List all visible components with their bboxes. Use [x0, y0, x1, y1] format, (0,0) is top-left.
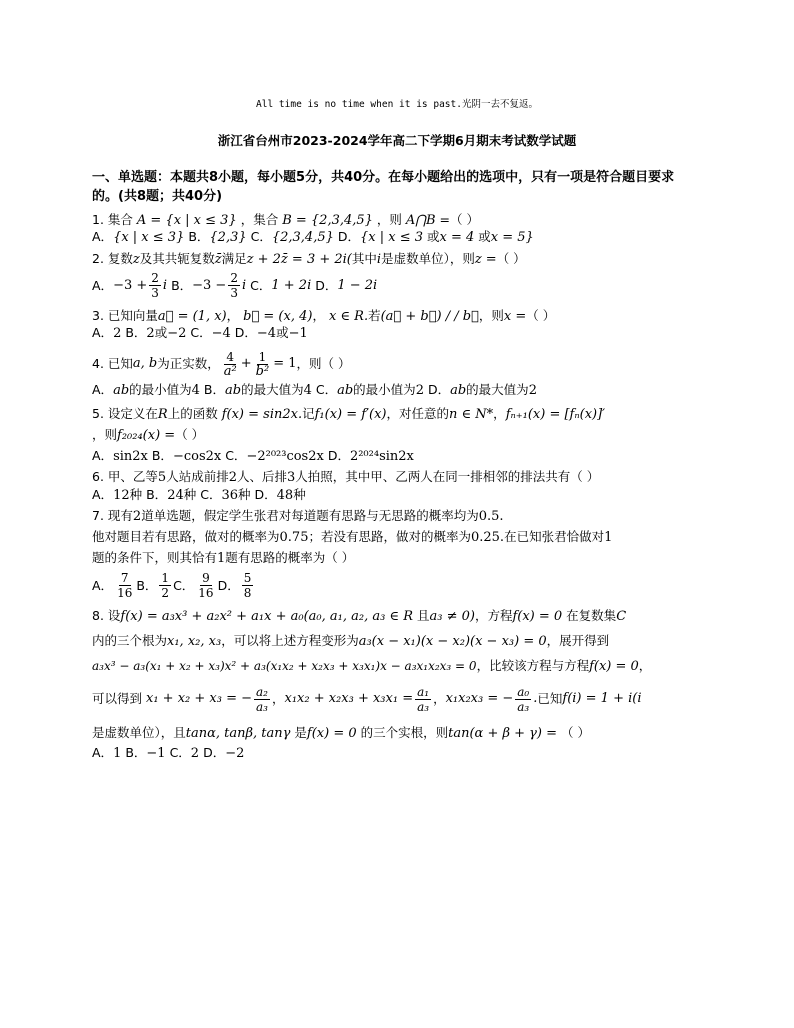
question-5-stem-cont: [92, 427, 712, 444]
math: i: [162, 277, 168, 293]
question-4-stem: [92, 346, 712, 382]
text: 2. 复数: [92, 250, 133, 266]
math: +: [240, 356, 252, 372]
math: 3: [287, 470, 296, 486]
text: 3. 已知向量: [92, 307, 158, 323]
option-c: 的最小值为: [353, 382, 416, 398]
option-a: 的最小值为: [129, 382, 192, 398]
math: 1: [604, 530, 613, 545]
text: 且: [416, 607, 430, 623]
option-c: {2,3,4,5}: [271, 230, 334, 246]
option-b: 的最大值为: [241, 382, 304, 398]
text: =（ ）: [439, 212, 479, 227]
option-label: D．: [234, 325, 257, 340]
math: 2: [528, 383, 537, 399]
math: 2: [132, 508, 142, 524]
option-b: 24: [167, 487, 184, 503]
text: 种: [238, 486, 251, 502]
text: 4. 已知: [92, 356, 133, 372]
question-7: [92, 508, 712, 604]
option-d: 的最大值为: [466, 382, 529, 398]
text: 若: [368, 307, 381, 323]
option-b: {2,3}: [209, 230, 247, 246]
question-7-line1: [92, 508, 712, 525]
text: ，: [493, 405, 506, 421]
text: ，: [312, 307, 325, 323]
option-label: B．: [125, 325, 147, 340]
option-label: A．: [92, 577, 114, 593]
option-label: D．: [327, 448, 350, 463]
option-label: D．: [337, 229, 360, 245]
text: ，可以将上述方程变形为: [221, 632, 359, 648]
text: ，比较该方程与方程: [476, 658, 590, 673]
denominator: a₃: [256, 699, 268, 714]
question-3-stem: [92, 308, 712, 325]
option-label: C．: [250, 277, 272, 293]
text: ，则（ ）: [296, 356, 351, 372]
option-d: {x | x ≤ 3: [360, 230, 424, 246]
text: ，: [226, 307, 240, 323]
math: ab: [450, 383, 467, 399]
math: (a⃗ + b⃗) / / b⃗: [380, 308, 479, 324]
text: ，对任意的: [386, 405, 450, 421]
option-c: 2: [190, 745, 200, 761]
option-label: A．: [92, 325, 114, 340]
text: 是: [294, 725, 307, 741]
option-label: C．: [200, 486, 222, 502]
fraction: [222, 350, 239, 379]
option-label: B．: [146, 486, 168, 502]
math: −3 −: [192, 277, 227, 293]
question-8-line5: [92, 725, 712, 742]
math: 4: [303, 383, 312, 399]
text: 是虚数单位），且: [92, 725, 186, 741]
option-c: [196, 571, 215, 600]
question-3-options: [92, 325, 712, 342]
text: ，则: [478, 307, 504, 323]
option-label: A．: [92, 448, 114, 463]
option-a: {x | x ≤ 3}: [113, 230, 185, 246]
text: 其中: [351, 250, 377, 266]
option-label: B．: [203, 382, 225, 398]
math: C: [616, 608, 627, 624]
text: ，: [433, 691, 446, 707]
text: 在已知张君恰做对: [504, 529, 605, 544]
question-6: [92, 469, 712, 504]
text: 可以得到: [92, 691, 143, 707]
numerator: 4: [226, 349, 235, 364]
option-label: A．: [92, 744, 114, 760]
option-label: D．: [203, 744, 226, 760]
question-7-line3: [92, 550, 712, 567]
math: x₁, x₂, x₃: [167, 633, 222, 649]
math: x = 5}: [490, 230, 534, 246]
math: f(x) = 0: [306, 726, 357, 742]
text: 上的函数: [167, 405, 218, 421]
math: a₃(x − x₁)(x − x₂)(x − x₃) = 0: [358, 633, 547, 649]
math: B = {2,3,4,5}: [282, 213, 373, 228]
question-2-options: [92, 268, 712, 304]
math: 5: [157, 470, 167, 486]
math: x =: [503, 308, 527, 324]
math: ab: [337, 383, 354, 399]
text: 人站成前排: [166, 469, 229, 485]
option-c: −4: [211, 326, 231, 341]
option-a: 12: [113, 487, 130, 503]
text: 1. 集合: [92, 212, 133, 227]
option-d: −2: [225, 745, 245, 761]
text: ，集合: [240, 212, 279, 227]
text: 已知: [537, 691, 563, 707]
denominator: a₃: [417, 699, 430, 714]
text: 6. 甲、乙等: [92, 469, 158, 485]
option-label: A．: [92, 486, 114, 502]
text: 满足: [221, 250, 247, 266]
math: ab: [113, 383, 130, 399]
option-label: B．: [151, 448, 173, 463]
option-label: B．: [171, 277, 193, 293]
question-7-options: [92, 568, 712, 604]
text: ，则: [92, 426, 118, 442]
question-2-stem: [92, 251, 712, 268]
math: z̄: [214, 251, 222, 267]
option-c: 1 + 2i: [271, 277, 312, 293]
text: 及其共轭复数: [139, 250, 215, 266]
math: f(x) = 0: [589, 659, 639, 674]
question-1-options: [92, 229, 712, 246]
question-5-stem: [92, 406, 712, 423]
question-8-options: [92, 745, 712, 762]
math: .: [533, 691, 538, 707]
math: z: [132, 251, 140, 267]
text: （ ）: [496, 250, 526, 266]
math: i: [241, 277, 247, 293]
math: f₂₀₂₄(x) =: [117, 427, 176, 443]
math: x ∈ R.: [328, 308, 369, 324]
denominator: 16: [117, 586, 133, 600]
option-label: C．: [169, 744, 191, 760]
math: 0.5.: [478, 508, 504, 524]
denominator: b²: [255, 363, 270, 379]
text: 人拍照，其中甲、乙两人在同一排相邻的排法共有（ ）: [295, 469, 600, 485]
option-label: B．: [188, 229, 210, 245]
numerator: a₀: [517, 684, 530, 699]
text: ，: [271, 691, 285, 707]
option-d: 2²⁰²⁴sin2x: [349, 449, 414, 464]
denominator: 16: [198, 586, 214, 600]
math: 4: [191, 383, 200, 399]
math: f(i) = 1 + i(i: [562, 691, 642, 707]
option-a: 1: [113, 745, 122, 761]
option-label: A．: [92, 229, 114, 245]
text: ，则: [376, 212, 402, 227]
numerator: 7: [120, 571, 129, 585]
fraction: [254, 350, 272, 379]
option-a: [115, 571, 134, 600]
text: 种: [129, 486, 143, 502]
question-1: [92, 212, 712, 247]
math: −3 +: [113, 277, 148, 293]
fraction: [149, 271, 161, 300]
numerator: a₂: [256, 684, 268, 699]
denominator: 8: [243, 586, 252, 600]
math: tan(α + β + γ) =: [448, 726, 558, 742]
math: x₁x₂ + x₂x₃ + x₃x₁ =: [284, 691, 414, 707]
text: 他对题目若有思路，做对的概率为: [92, 529, 280, 544]
question-6-stem: [92, 469, 712, 486]
question-2: [92, 251, 712, 304]
math: −1: [288, 326, 308, 341]
math: −2: [167, 326, 187, 341]
denominator: 3: [230, 286, 238, 301]
text: 或: [427, 229, 440, 245]
option-label: C．: [173, 577, 195, 593]
question-1-stem: [92, 212, 712, 229]
option-label: A．: [92, 277, 114, 293]
math: f(x) = a₃x³ + a₂x² + a₁x + a₀(a₀, a₁, a₂, a₃ ∈ R: [120, 608, 413, 624]
option-label: D．: [254, 486, 277, 502]
option-label: B．: [125, 744, 147, 760]
math: 1: [217, 551, 226, 567]
math: 2: [415, 383, 424, 399]
option-label: A．: [92, 382, 114, 398]
math: x₁ + x₂ + x₃ = −: [146, 691, 252, 707]
math: i: [376, 251, 382, 267]
math: 0.75: [279, 530, 309, 545]
denominator: 3: [151, 286, 159, 301]
question-4: [92, 346, 712, 399]
option-c: −2²⁰²³cos2x: [246, 449, 324, 464]
math: z + 2z̄ = 3 + 2i(: [246, 251, 352, 267]
math: 0.25.: [470, 530, 505, 545]
math: z =: [474, 251, 497, 267]
math: a₃ ≠ 0): [429, 608, 475, 624]
option-b: −1: [146, 745, 166, 761]
math: a, b: [132, 356, 158, 372]
text: 道单选题，假定学生张君对每道题有思路与无思路的概率均为: [141, 507, 479, 523]
denominator: a₃: [517, 699, 530, 714]
option-c: 36: [221, 487, 239, 503]
math: x = 4: [439, 230, 475, 246]
text: 8. 设: [92, 607, 121, 623]
math: tanα, tanβ, tanγ: [185, 726, 291, 742]
text: （ ）: [175, 426, 205, 442]
text: 题有思路的概率为（ ）: [225, 550, 355, 566]
text: 是虚数单位），则: [381, 250, 475, 266]
text: 的三个实根，则: [360, 725, 449, 741]
text: 5. 设定义在: [92, 405, 158, 421]
math: a₃x³ − a₃(x₁ + x₂ + x₃)x² + a₃(x₁x₂ + x₂x₃ + x₃x₁)x − a₃x₁x₂x₃ = 0: [92, 659, 477, 673]
option-label: C．: [190, 325, 212, 340]
text: ，方程: [474, 607, 513, 623]
text: 7. 现有: [92, 507, 133, 523]
question-5-options: [92, 448, 712, 465]
text: 种: [293, 486, 306, 502]
numerator: a₁: [417, 684, 430, 699]
option-label: C．: [225, 448, 247, 463]
question-8-line4: [92, 681, 712, 717]
option-a: 2: [113, 326, 122, 341]
text: 或: [478, 229, 491, 245]
text: 记: [302, 405, 315, 421]
question-6-options: [92, 487, 712, 504]
page-title: 浙江省台州市2023-2024学年高二下学期6月期末考试数学试题: [217, 133, 577, 148]
math: b⃗ = (x, 4): [243, 308, 313, 324]
math: 2: [228, 470, 237, 486]
numerator: 2: [151, 271, 159, 286]
section-heading: [92, 168, 712, 206]
text: 为正实数，: [157, 356, 220, 372]
math: = 1: [273, 356, 297, 372]
math: A⋂B: [405, 213, 436, 228]
option-label: D．: [217, 577, 240, 593]
math: fₙ₊₁(x) = [fₙ(x)]′: [505, 406, 606, 422]
math: n ∈ N*: [449, 406, 494, 422]
option-b: −cos2x: [172, 449, 222, 464]
text: 内的三个根为: [92, 632, 168, 648]
option-d: −4: [256, 326, 277, 341]
question-8-line2: [92, 633, 712, 650]
option-a: sin2x: [113, 449, 148, 464]
text: 题的条件下，则其恰有: [92, 550, 218, 566]
denominator: a²: [223, 363, 237, 379]
math: x₁x₂x₃ = −: [445, 691, 514, 707]
fraction: [515, 685, 531, 714]
option-label: D．: [427, 382, 451, 398]
fraction: [228, 271, 240, 300]
numerator: 5: [243, 571, 252, 585]
text: （ ）: [526, 307, 556, 323]
text: ；若没有思路，做对的概率为: [308, 529, 471, 544]
question-5: [92, 406, 712, 466]
option-d: 1 − 2i: [337, 277, 378, 293]
option-d: [242, 571, 254, 600]
question-4-options: [92, 382, 712, 399]
option-label: D．: [315, 277, 338, 293]
text: 种: [183, 486, 197, 502]
math: A = {x | x ≤ 3}: [136, 213, 237, 228]
text: 或: [154, 325, 168, 340]
denominator: 2: [161, 586, 170, 600]
option-label: C．: [315, 382, 338, 398]
option-b: 2: [146, 326, 155, 341]
question-3: [92, 308, 712, 343]
option-label: B．: [136, 577, 158, 593]
numerator: 1: [258, 349, 267, 364]
section-heading-line2: 的。(共8题；共40分): [92, 189, 223, 204]
option-b: [159, 571, 171, 600]
text: ，展开得到: [546, 632, 610, 648]
option-label: C．: [250, 229, 272, 245]
question-list: [92, 168, 712, 762]
fraction: [415, 685, 431, 714]
option-d: 48: [276, 487, 294, 503]
numerator: 2: [230, 271, 238, 286]
text: ，: [638, 658, 652, 673]
section-heading-line1: 一、单选题：本题共8小题，每小题5分，共40分。在每小题给出的选项中，只有一项是符合题目要求: [92, 170, 675, 185]
math: R: [157, 406, 168, 422]
text: 在复数集: [566, 607, 617, 623]
numerator: 9: [202, 571, 210, 585]
header-motto: All time is no time when it is past.光阴一去不复返。: [256, 99, 538, 110]
math: f(x) = 0: [512, 608, 563, 624]
question-8-line3: [92, 658, 712, 675]
question-8: [92, 608, 712, 762]
text: 或: [276, 325, 289, 340]
math: f₁(x) = f′(x): [314, 406, 387, 422]
text: 人、后排: [236, 469, 287, 485]
math: a⃗ = (1, x): [157, 308, 227, 324]
math: f(x) = sin2x.: [221, 406, 303, 422]
numerator: 1: [161, 571, 170, 585]
text: （ ）: [561, 725, 590, 741]
math: ab: [225, 383, 242, 399]
question-8-line1: [92, 608, 712, 625]
question-7-line2: [92, 529, 712, 546]
fraction: [254, 685, 270, 714]
